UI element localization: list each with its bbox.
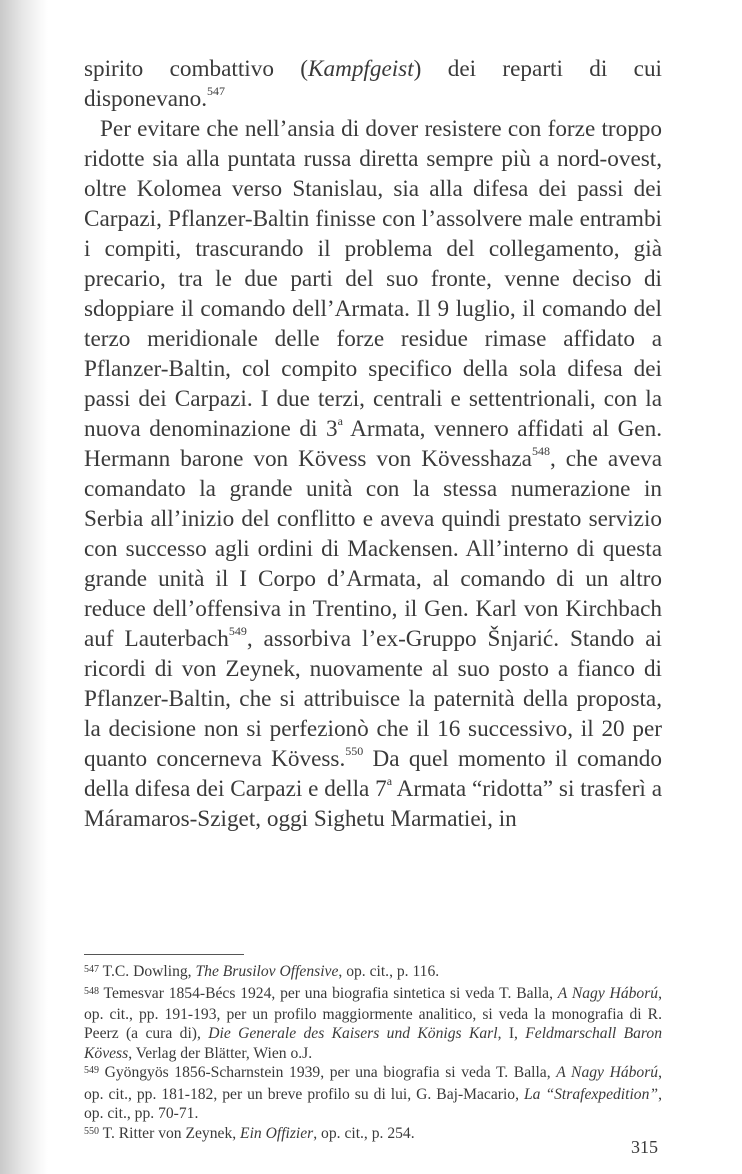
- footnote-number: 548: [84, 985, 99, 997]
- footnote-550: [84, 1124, 662, 1145]
- italic-title: A Nagy Háború: [557, 984, 659, 1002]
- italic-title: Ein Offizier: [240, 1124, 314, 1142]
- italic-title: Feldmarschall Baron Kövess: [84, 1025, 662, 1062]
- footnote-549: [84, 1063, 662, 1123]
- footnote-ref-548: 548: [531, 444, 550, 459]
- text-run: spirito combattivo (: [84, 56, 309, 82]
- main-text: [84, 54, 662, 834]
- footnote-548: [84, 984, 662, 1063]
- ordinal-marker: a: [386, 774, 393, 789]
- italic-title: The Brusilov Offensive: [195, 963, 339, 980]
- text-run: , op. cit., pp. 191-193, per un profilo maggiormente analitico, si veda la monografia di R. Peerz (a cura di),: [84, 984, 662, 1043]
- page-body: [84, 54, 662, 834]
- footnote-ref-549: 549: [228, 624, 247, 639]
- italic-title: La “Strafexpedition”: [523, 1085, 659, 1103]
- text-run: , op. cit., p. 254.: [313, 1124, 415, 1142]
- footnote-separator: [84, 954, 244, 955]
- footnotes: [84, 962, 662, 1146]
- paragraph-main: [84, 114, 662, 834]
- text-run: T. Ritter von Zeynek,: [99, 1124, 241, 1142]
- text-run: , assorbiva l’ex-Gruppo Šnjarić. Stando ai ricordi di von Zeynek, nuovamente al suo posto a fianco di Pflanzer-Baltin, che si attribuisce la paternità della proposta, la decisione non si perfezionò che il 16 successivo, il 20 per quanto concerneva Kövess.: [84, 626, 663, 772]
- footnote-ref-547: 547: [207, 84, 226, 99]
- text-run: Armata, vennero affidati al Gen. Hermann barone von Kövess von Kövesshaza: [84, 416, 662, 472]
- paragraph-continuation: [84, 54, 662, 114]
- text-run: Da quel momento il comando della difesa dei Carpazi e della 7: [84, 746, 662, 802]
- text-run: , op. cit., pp. 181-182, per un breve profilo su di lui, G. Baj-Macario,: [84, 1064, 662, 1103]
- footnote-547: [84, 962, 662, 983]
- italic-title: Die Generale des Kaisers und Königs Karl: [208, 1025, 498, 1043]
- text-run: , op. cit., pp. 70-71.: [84, 1085, 662, 1123]
- text-run: , Verlag der Blätter, Wien o.J.: [128, 1044, 313, 1062]
- footnote-ref-550: 550: [345, 744, 364, 759]
- footnote-number: 549: [84, 1065, 99, 1077]
- book-spine-shadow: [0, 0, 48, 1174]
- text-run: , I,: [497, 1025, 526, 1043]
- ordinal-marker: a: [337, 414, 343, 429]
- text-run: , op. cit., p. 116.: [338, 963, 440, 980]
- italic-title: A Nagy Háború: [556, 1064, 659, 1082]
- footnote-number: 547: [84, 964, 99, 975]
- text-run: Per evitare che nell’ansia di dover resistere con forze troppo ridotte sia alla puntata russa diretta sempre più a nord-ovest, oltre Kolomea verso Stanislau, sia alla difesa dei passi dei Carpazi, Pflanzer-Baltin finisse con l’assolvere male entrambi i compiti, trascurando il problema del collegamento, già precario, tra le due parti del suo fronte, venne deciso di sdoppiare il comando dell’Armata. Il 9 luglio, il comando del terzo meridionale delle forze residue rimase affidato a Pflanzer-Baltin, col compito specifico della sola difesa dei passi dei Carpazi. I due terzi, centrali e settentrionali, con la nuova denominazione di 3: [84, 116, 662, 442]
- text-run: Armata “ridotta” si trasferì a Máramaros-Sziget, oggi Sighetu Marmatiei, in: [84, 776, 662, 832]
- text-run: Gyöngyös 1856-Scharnstein 1939, per una biografia si veda T. Balla,: [99, 1064, 557, 1082]
- footnote-number: 550: [84, 1125, 99, 1137]
- italic-term: Kampfgeist: [308, 56, 414, 82]
- page-number: 315: [631, 1137, 658, 1157]
- text-run: Temesvar 1854-Bécs 1924, per una biografia sintetica si veda T. Balla,: [99, 984, 558, 1002]
- text-run: , che aveva comandato la grande unità con la stessa numerazione in Serbia all’inizio del conflitto e aveva quindi prestato servizio con successo agli ordini di Mackensen. All’interno di questa grande unità il I Corpo d’Armata, al comando di un altro reduce dell’offensiva in Trentino, il Gen. Karl von Kirchbach auf Lauterbach: [84, 446, 662, 652]
- text-run: ) dei reparti di cui disponevano.: [84, 56, 662, 112]
- text-run: T.C. Dowling,: [99, 963, 196, 980]
